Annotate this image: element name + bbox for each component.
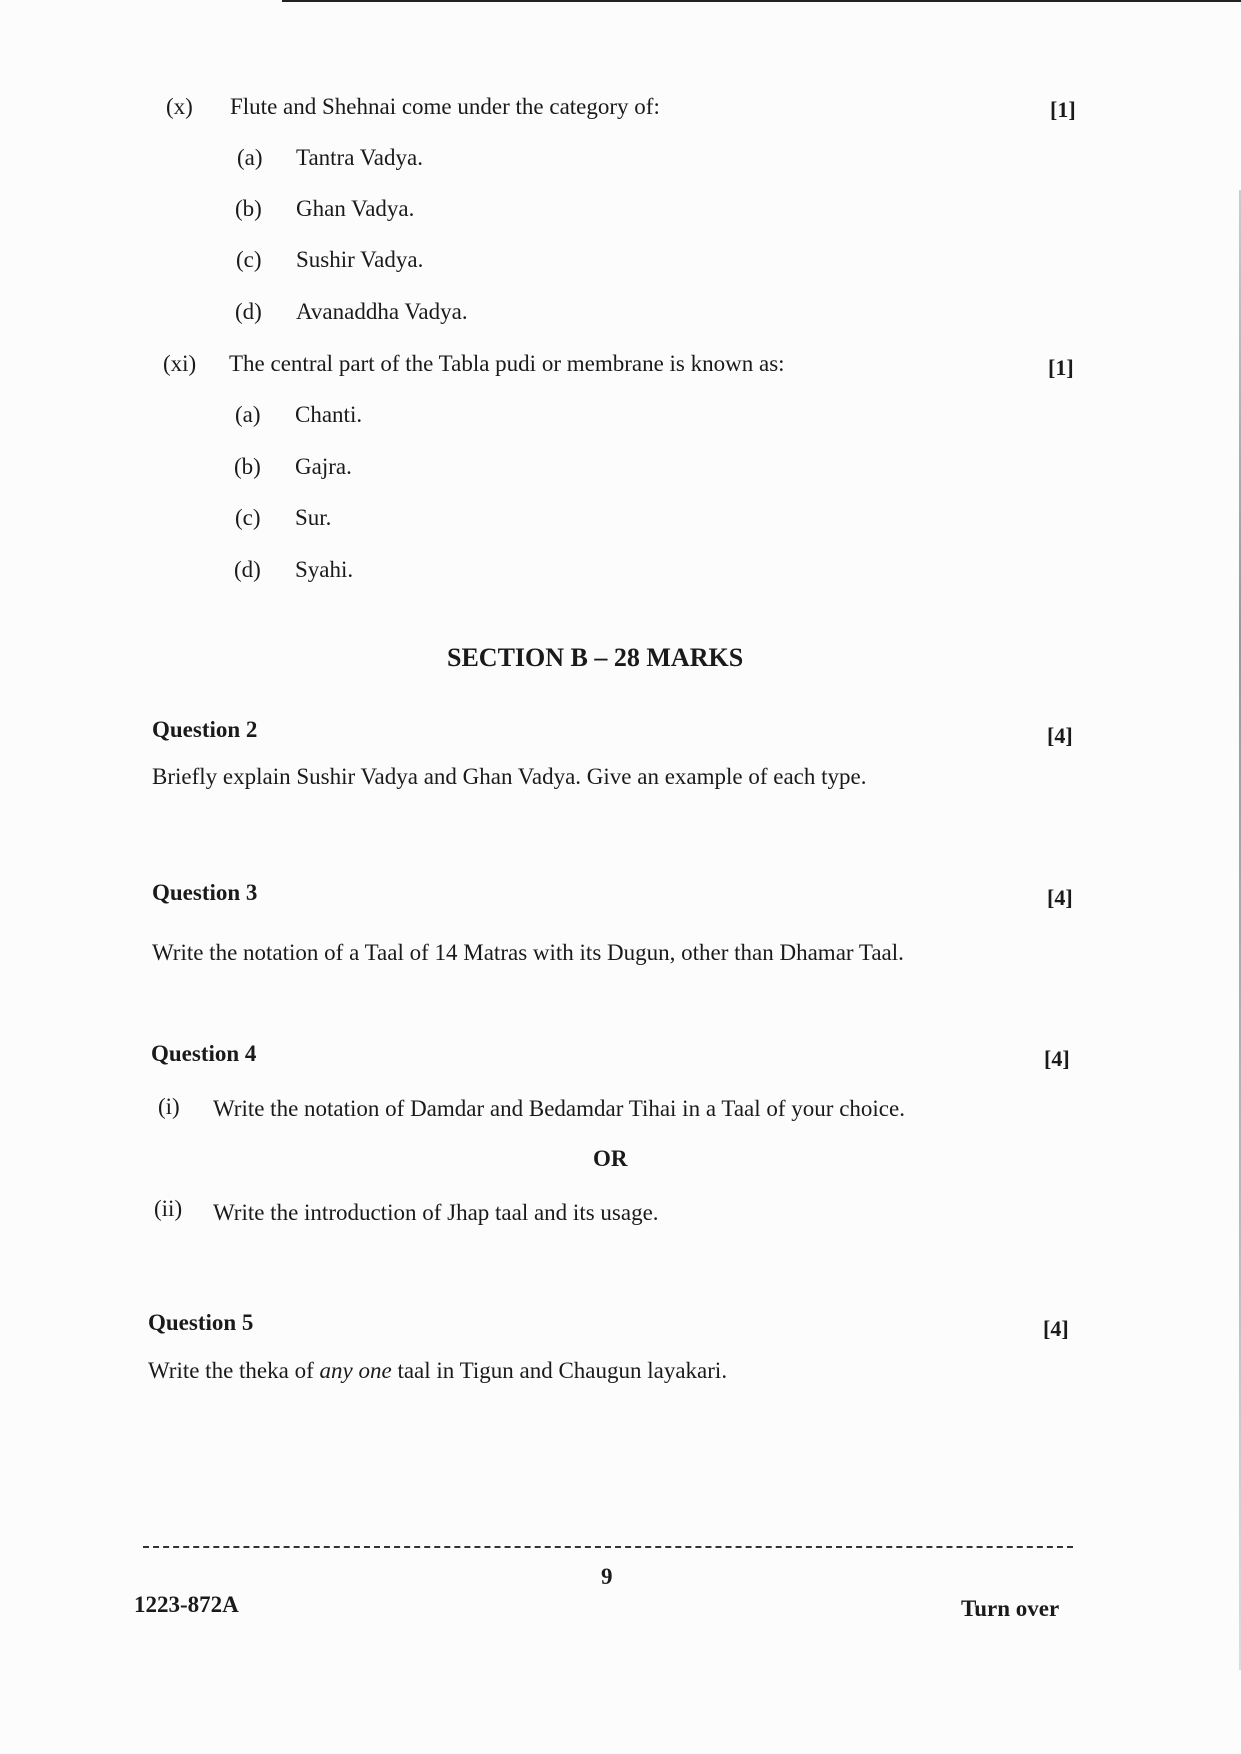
page-number: 9 xyxy=(601,1564,613,1589)
question-2-text: Briefly explain Sushir Vadya and Ghan Vadya. Give an example of each type. xyxy=(152,764,867,789)
question-4-part-ii-label: (ii) xyxy=(154,1196,183,1221)
question-xi-option-a-label: (a) xyxy=(235,402,261,427)
question-3-marks: [4] xyxy=(1047,885,1073,910)
question-x-number: (x) xyxy=(166,94,193,119)
question-x-option-d-text: Avanaddha Vadya. xyxy=(296,299,468,324)
question-3-title: Question 3 xyxy=(152,880,258,905)
question-5-text-end: taal in Tigun and Chaugun layakari. xyxy=(391,1358,728,1383)
question-5-title: Question 5 xyxy=(148,1310,254,1335)
top-border-line xyxy=(282,0,1241,2)
question-3-text: Write the notation of a Taal of 14 Matras with its Dugun, other than Dhamar Taal. xyxy=(152,940,904,965)
question-4-marks: [4] xyxy=(1044,1046,1070,1071)
question-xi-number: (xi) xyxy=(163,351,197,376)
question-5-text-start: Write the theka of xyxy=(148,1358,320,1383)
question-x-marks: [1] xyxy=(1050,97,1076,122)
question-5-text-emphasis: any one xyxy=(319,1358,392,1383)
question-x-option-a-label: (a) xyxy=(237,145,263,170)
question-5-marks: [4] xyxy=(1043,1316,1069,1341)
question-xi-option-b-text: Gajra. xyxy=(295,454,352,479)
question-4-or: OR xyxy=(593,1146,628,1171)
question-xi-option-d-label: (d) xyxy=(234,557,261,582)
question-x-option-c-label: (c) xyxy=(236,247,262,272)
question-x-option-b-text: Ghan Vadya. xyxy=(296,196,415,221)
section-b-heading: SECTION B – 28 MARKS xyxy=(447,643,744,672)
turn-over-text: Turn over xyxy=(961,1596,1060,1621)
question-4-part-ii-text: Write the introduction of Jhap taal and its usage. xyxy=(213,1200,659,1225)
question-x-option-a-text: Tantra Vadya. xyxy=(296,145,423,170)
question-x-option-d-label: (d) xyxy=(235,299,262,324)
question-xi-marks: [1] xyxy=(1048,355,1074,380)
question-x-option-c-text: Sushir Vadya. xyxy=(296,247,424,272)
question-4-title: Question 4 xyxy=(151,1041,257,1066)
question-xi-option-a-text: Chanti. xyxy=(295,402,363,427)
question-2-marks: [4] xyxy=(1047,723,1073,748)
question-x-option-b-label: (b) xyxy=(235,196,262,221)
question-2-title: Question 2 xyxy=(152,717,258,742)
question-x-text: Flute and Shehnai come under the category of: xyxy=(230,94,660,119)
question-5-text xyxy=(148,1358,727,1384)
question-xi-option-c-text: Sur. xyxy=(295,505,332,530)
question-4-part-i-label: (i) xyxy=(158,1094,180,1119)
question-xi-text: The central part of the Tabla pudi or membrane is known as: xyxy=(229,351,785,376)
question-4-part-i-text: Write the notation of Damdar and Bedamdar Tihai in a Taal of your choice. xyxy=(213,1096,905,1121)
question-xi-option-c-label: (c) xyxy=(235,505,261,530)
question-xi-option-d-text: Syahi. xyxy=(295,557,354,582)
paper-code: 1223-872A xyxy=(134,1592,239,1617)
footer-dashed-rule xyxy=(143,1546,1073,1548)
question-xi-option-b-label: (b) xyxy=(234,454,261,479)
